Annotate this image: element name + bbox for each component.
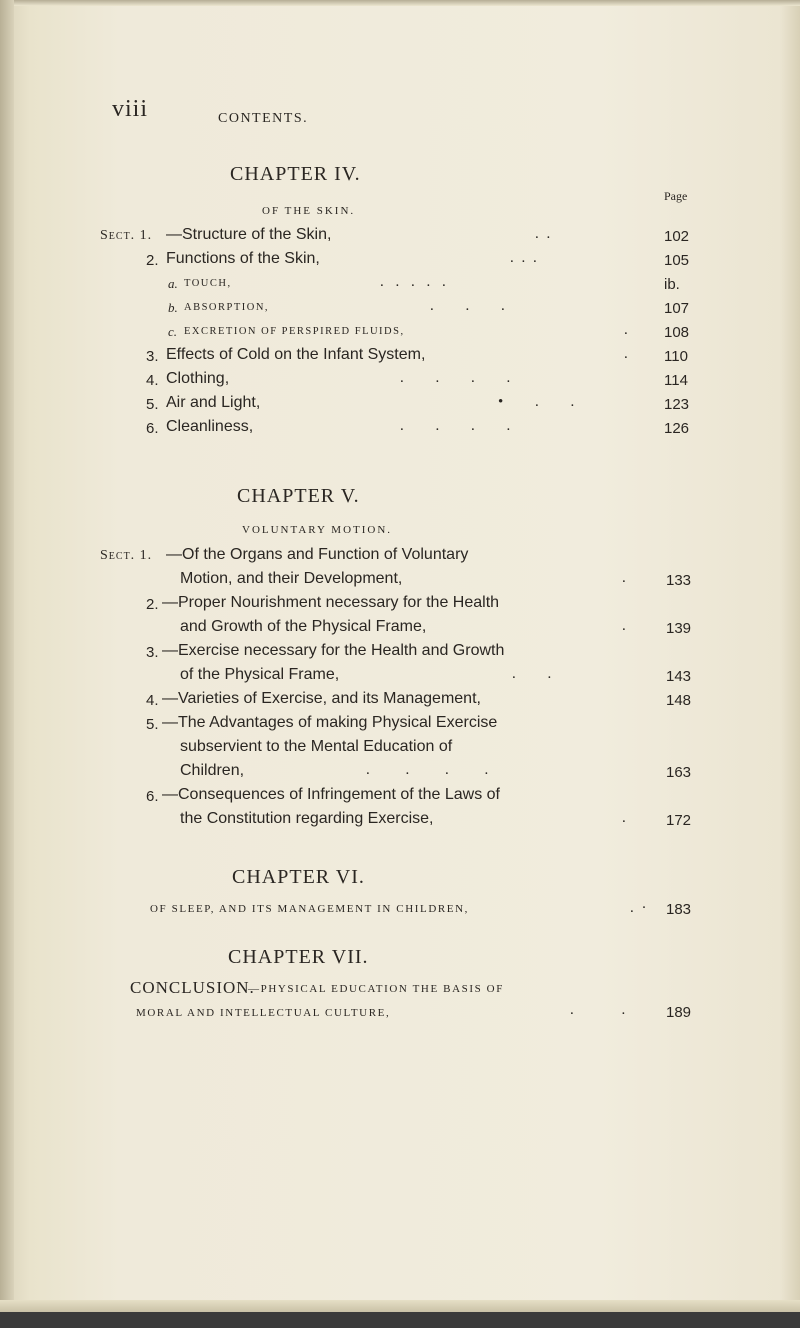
running-title: CONTENTS. bbox=[218, 111, 309, 126]
toc-subentry-letter: b. bbox=[168, 300, 178, 315]
toc-entry-title-line: —Varieties of Exercise, and its Management, bbox=[162, 690, 481, 707]
toc-entry-leader: . . . bbox=[510, 250, 539, 266]
page-bottom-shadow bbox=[0, 1300, 800, 1312]
toc-entry-leader: • . . bbox=[498, 394, 589, 410]
toc-entry-title-line: of the Physical Frame, bbox=[180, 666, 340, 683]
chapter-7-line-2: MORAL AND INTELLECTUAL CULTURE, bbox=[136, 1007, 391, 1019]
toc-entry-number: 4. bbox=[146, 692, 159, 709]
toc-entry-leader: . bbox=[622, 570, 628, 586]
toc-entry-page: 139 bbox=[666, 620, 692, 637]
toc-entry-leader: . bbox=[622, 810, 628, 826]
toc-entry-leader: . . bbox=[535, 226, 553, 242]
toc-entry-number: Sect. 1. bbox=[100, 228, 153, 243]
chapter-6-entry: OF SLEEP, AND ITS MANAGEMENT IN CHILDREN, bbox=[150, 903, 470, 915]
toc-entry-leader: . . . . bbox=[400, 370, 525, 386]
toc-entry-title-line: and Growth of the Physical Frame, bbox=[180, 618, 427, 635]
page-column-label: Page bbox=[664, 189, 688, 203]
toc-entry-title-line: the Constitution regarding Exercise, bbox=[180, 810, 434, 827]
toc-entry-number: 4. bbox=[146, 372, 159, 389]
page-number: viii bbox=[112, 96, 149, 122]
toc-entry-page: 102 bbox=[664, 228, 690, 245]
toc-entry-leader: . . . . bbox=[366, 762, 505, 778]
toc-subentry-letter: a. bbox=[168, 276, 178, 291]
toc-entry-page: 114 bbox=[664, 372, 688, 389]
chapter-6-title: CHAPTER VI. bbox=[232, 866, 365, 888]
toc-subentry-title: ABSORPTION, bbox=[184, 302, 270, 313]
chapter-5-title: CHAPTER V. bbox=[237, 485, 360, 507]
toc-entry-leader: . bbox=[624, 346, 630, 362]
toc-entry-title-line: —Of the Organs and Function of Voluntary bbox=[166, 546, 469, 563]
toc-entry-title-line: —Exercise necessary for the Health and Growth bbox=[162, 642, 505, 659]
toc-entry-title-line: —Proper Nourishment necessary for the Health bbox=[162, 594, 500, 611]
chapter-7-title: CHAPTER VII. bbox=[228, 946, 369, 968]
toc-entry-page: 105 bbox=[664, 252, 690, 269]
toc-entry-page: 172 bbox=[666, 812, 692, 829]
toc-entry-number: 5. bbox=[146, 396, 159, 413]
page-top-edge bbox=[0, 0, 800, 6]
toc-entry-page: 123 bbox=[664, 396, 690, 413]
chapter-7-heading: CONCLUSION. bbox=[130, 978, 255, 997]
toc-entry-title: Cleanliness, bbox=[166, 418, 254, 435]
toc-entry-title: Functions of the Skin, bbox=[166, 250, 320, 267]
toc-entry-title-line: —Consequences of Infringement of the Laws of bbox=[162, 786, 500, 803]
toc-entry-number: 2. bbox=[146, 252, 159, 269]
toc-entry-title-line: subservient to the Mental Education of bbox=[180, 738, 453, 755]
toc-entry-leader: . . bbox=[512, 666, 566, 682]
toc-entry-title-line: Children, bbox=[180, 762, 245, 779]
toc-entry-number: 6. bbox=[146, 788, 159, 805]
toc-entry-leader: . . . . . bbox=[380, 274, 450, 290]
toc-entry-page: ib. bbox=[664, 276, 680, 293]
toc-subentry-letter: c. bbox=[168, 324, 178, 339]
toc-entry-title: Effects of Cold on the Infant System, bbox=[166, 346, 426, 363]
page-bottom-edge bbox=[0, 1312, 800, 1328]
toc-entry-leader: . . bbox=[570, 1002, 648, 1018]
page-binding-edge bbox=[0, 0, 14, 1328]
toc-entry-page: 183 bbox=[666, 901, 692, 918]
toc-entry-leader: . . . . bbox=[400, 418, 525, 434]
toc-entry-number: 3. bbox=[146, 644, 159, 661]
toc-entry-title: Clothing, bbox=[166, 370, 230, 387]
toc-entry-number: Sect. 1. bbox=[100, 548, 153, 563]
toc-entry-page: 163 bbox=[666, 764, 692, 781]
toc-entry-number: 3. bbox=[146, 348, 159, 365]
toc-subentry-title: EXCRETION OF PERSPIRED FLUIDS, bbox=[184, 326, 405, 337]
chapter-5-subtitle: VOLUNTARY MOTION. bbox=[242, 524, 393, 536]
chapter-4-subtitle: OF THE SKIN. bbox=[262, 205, 356, 217]
toc-entry-page: 133 bbox=[666, 572, 692, 589]
toc-entry-leader: . · bbox=[630, 900, 649, 916]
toc-entry-leader: . bbox=[622, 618, 628, 634]
toc-entry-title-line: —The Advantages of making Physical Exercise bbox=[162, 714, 498, 731]
toc-entry-page: 143 bbox=[666, 668, 692, 685]
toc-entry-title-line: Motion, and their Development, bbox=[180, 570, 403, 587]
toc-entry-page: 148 bbox=[666, 692, 692, 709]
toc-entry-page: 107 bbox=[664, 300, 690, 317]
chapter-4-title: CHAPTER IV. bbox=[230, 163, 361, 185]
toc-entry-page: 110 bbox=[664, 348, 688, 365]
toc-entry-title: Air and Light, bbox=[166, 394, 261, 411]
toc-entry-number: 2. bbox=[146, 596, 159, 613]
toc-entry-page: 108 bbox=[664, 324, 690, 341]
toc-entry-page: 189 bbox=[666, 1004, 692, 1021]
toc-entry-title: —Structure of the Skin, bbox=[166, 226, 332, 243]
toc-entry-leader: . . . bbox=[430, 298, 519, 314]
toc-entry-page: 126 bbox=[664, 420, 690, 437]
toc-entry-number: 5. bbox=[146, 716, 159, 733]
toc-subentry-title: TOUCH, bbox=[184, 278, 232, 289]
toc-entry-number: 6. bbox=[146, 420, 159, 437]
toc-entry-leader: . bbox=[624, 322, 630, 338]
chapter-7-line-1: —PHYSICAL EDUCATION THE BASIS OF bbox=[248, 983, 504, 995]
